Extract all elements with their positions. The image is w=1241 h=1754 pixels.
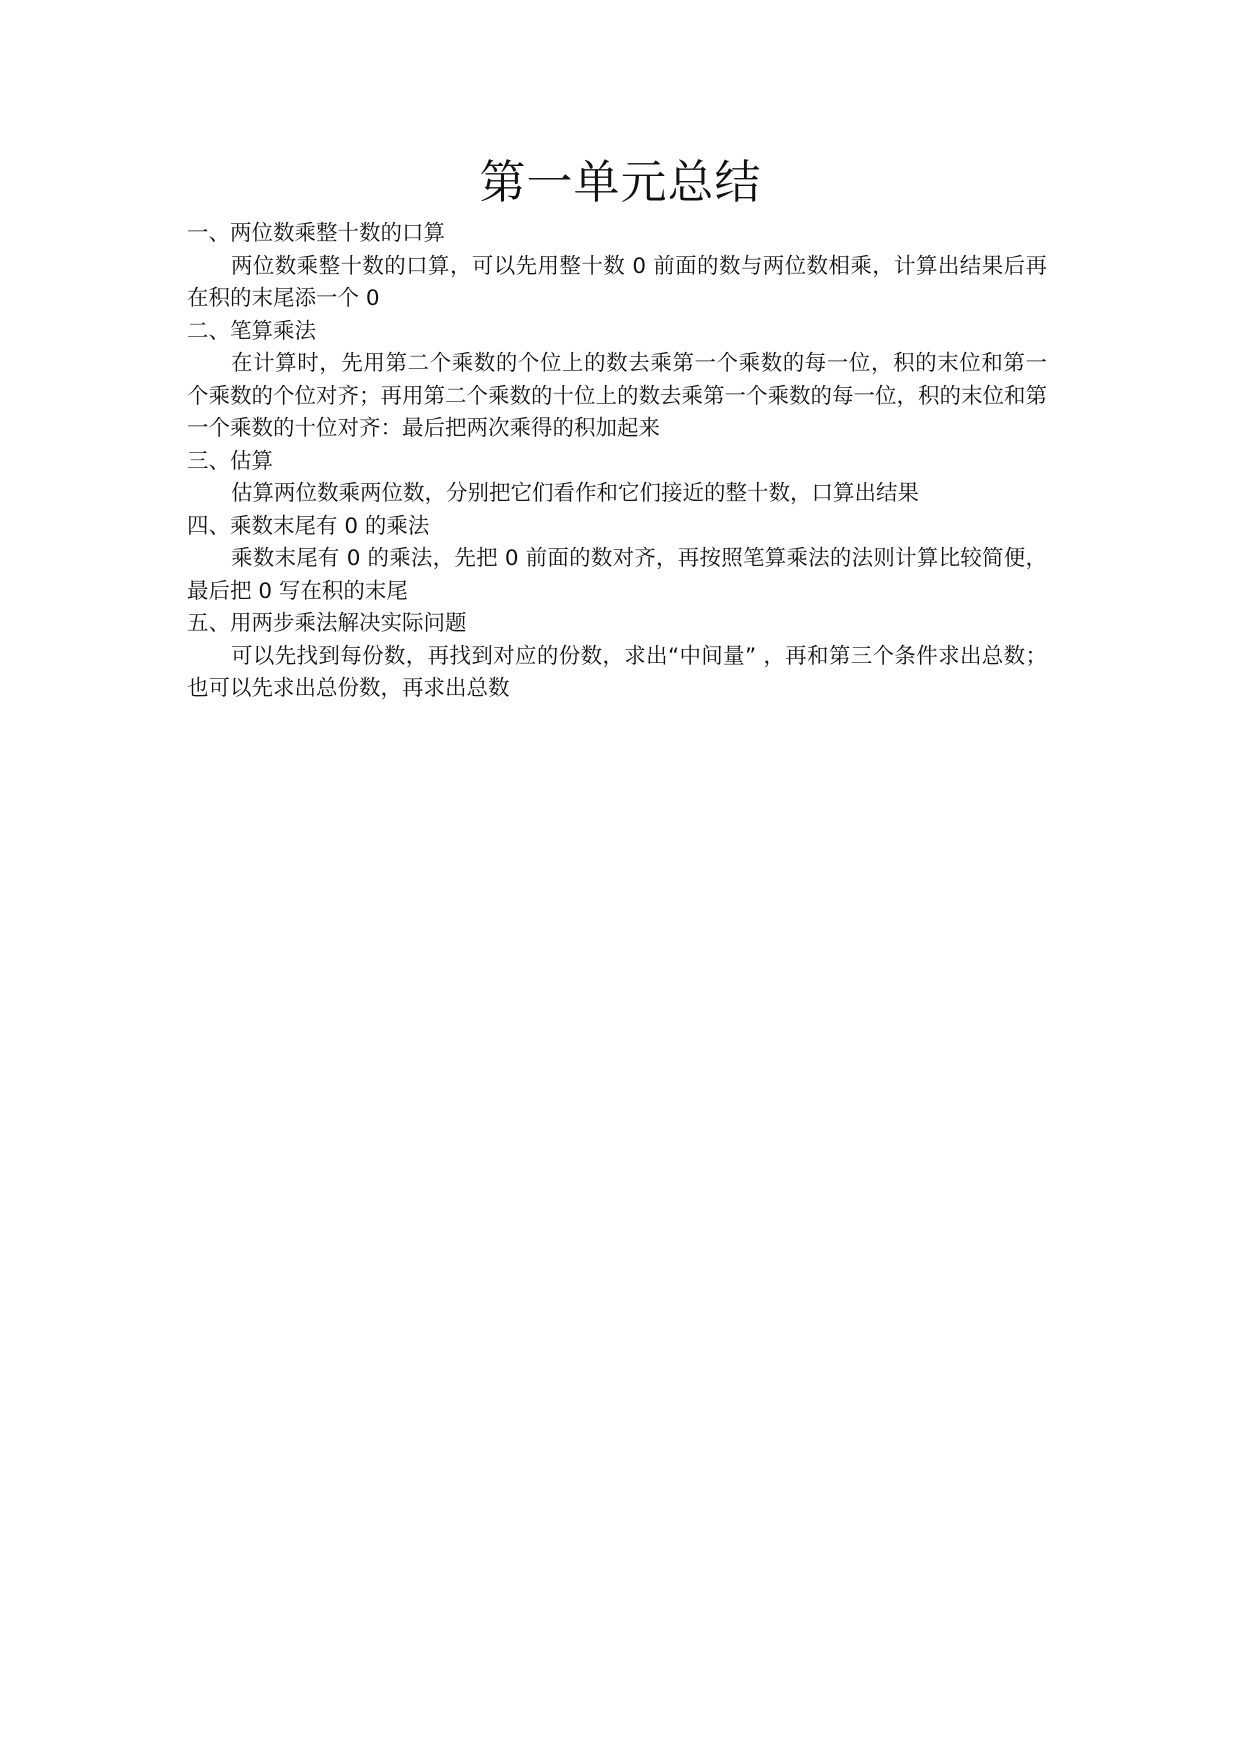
section-heading-4: 四、乘数末尾有 0 的乘法 — [187, 513, 430, 539]
section-heading-1: 一、两位数乘整十数的口算 — [187, 221, 446, 246]
page-title: 第一单元总结 — [479, 155, 762, 209]
document-content — [187, 218, 1047, 706]
section-body-2: 在计算时，先用第二个乘数的个位上的数去乘第一个乘数的每一位，积的末位和第一个乘数的个位对齐；再用第二个乘数的十位上的数去乘第一个乘数的每一位，积的末位和第一个乘数的十位对齐：最后把两次乘得的积加起来 — [187, 351, 1048, 441]
section-body-3: 估算两位数乘两位数，分别把它们看作和它们接近的整十数，口算出结果 — [231, 481, 920, 506]
section-heading-5: 五、用两步乘法解决实际问题 — [187, 611, 467, 636]
section-heading-2: 二、笔算乘法 — [187, 318, 317, 344]
section-heading-3: 三、估算 — [187, 448, 274, 474]
section-body-1: 两位数乘整十数的口算，可以先用整十数 0 前面的数与两位数相乘，计算出结果后再在积的末尾添一个 0 — [187, 253, 1047, 311]
section-body-5: 可以先找到每份数，再找到对应的份数，求出“中间量” ，再和第三个条件求出总数；也可以先求出总份数，再求出总数 — [187, 643, 1047, 701]
section-body-4: 乘数末尾有 0 的乘法，先把 0 前面的数对齐，再按照笔算乘法的法则计算比较简便，最后把 0 写在积的末尾 — [187, 546, 1047, 604]
